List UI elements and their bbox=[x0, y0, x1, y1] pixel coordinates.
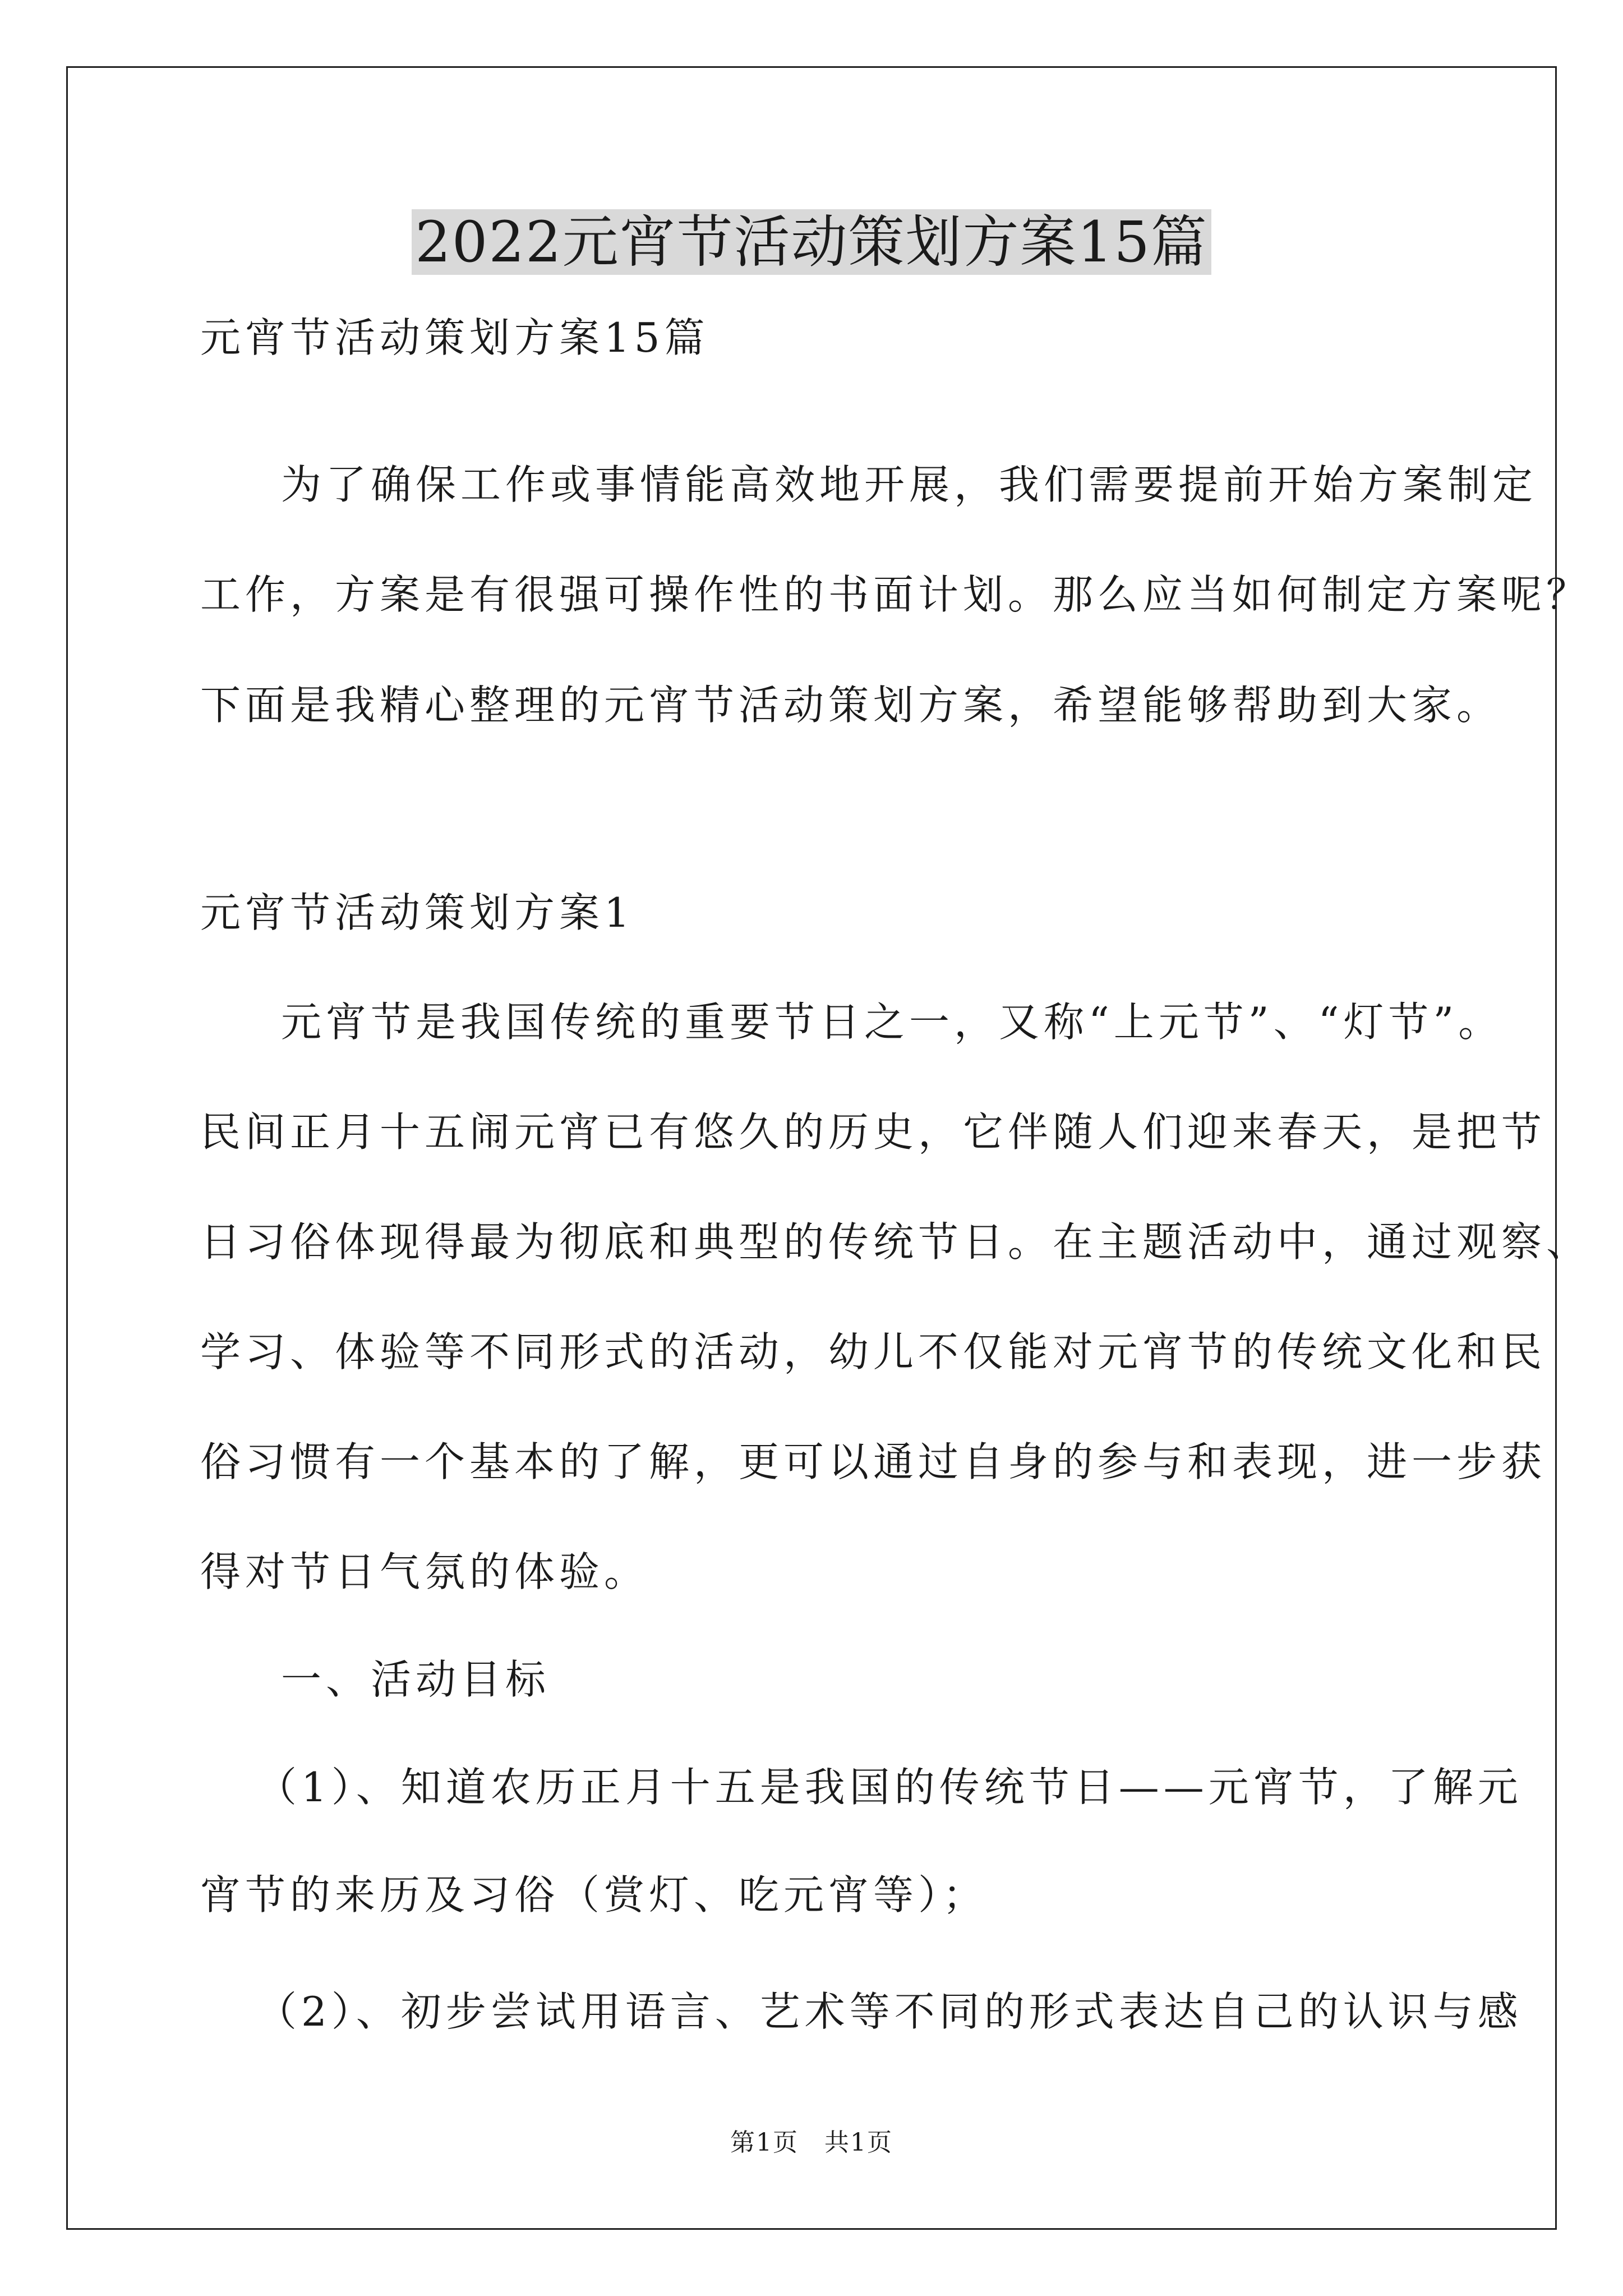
objective-item-line: 宵节的来历及习俗（赏灯、吃元宵等）； bbox=[200, 1871, 988, 1918]
objective-item-line: （2）、初步尝试用语言、艺术等不同的形式表达自己的认识与感 bbox=[256, 1988, 1523, 2035]
body-paragraph-line: 得对节日气氛的体验。 bbox=[200, 1548, 649, 1595]
document-title bbox=[0, 203, 1623, 282]
body-paragraph-line: 民间正月十五闹元宵已有悠久的历史，它伴随人们迎来春天，是把节 bbox=[200, 1108, 1547, 1156]
section-heading: 元宵节活动策划方案1 bbox=[200, 889, 634, 936]
objective-item-line: （1）、知道农历正月十五是我国的传统节日——元宵节，了解元 bbox=[256, 1764, 1523, 1811]
subsection-heading: 一、活动目标 bbox=[281, 1656, 551, 1703]
body-paragraph-line: 学习、体验等不同形式的活动，幼儿不仅能对元宵节的传统文化和民 bbox=[200, 1328, 1547, 1375]
body-paragraph-line: 元宵节是我国传统的重要节日之一，又称“上元节”、“灯节”。 bbox=[281, 999, 1504, 1046]
intro-paragraph-line: 下面是我精心整理的元宵节活动策划方案，希望能够帮助到大家。 bbox=[200, 682, 1502, 729]
intro-paragraph-line: 为了确保工作或事情能高效地开展，我们需要提前开始方案制定 bbox=[281, 461, 1538, 508]
intro-paragraph-line: 工作，方案是有很强可操作性的书面计划。那么应当如何制定方案呢？ bbox=[200, 571, 1592, 618]
body-paragraph-line: 日习俗体现得最为彻底和典型的传统节日。在主题活动中，通过观察、 bbox=[200, 1218, 1592, 1266]
page-footer: 第1页 共1页 bbox=[730, 2128, 893, 2157]
document-title-text: 2022元宵节活动策划方案15篇 bbox=[412, 209, 1211, 275]
subtitle-line: 元宵节活动策划方案15篇 bbox=[200, 314, 709, 361]
body-paragraph-line: 俗习惯有一个基本的了解，更可以通过自身的参与和表现，进一步获 bbox=[200, 1438, 1547, 1485]
